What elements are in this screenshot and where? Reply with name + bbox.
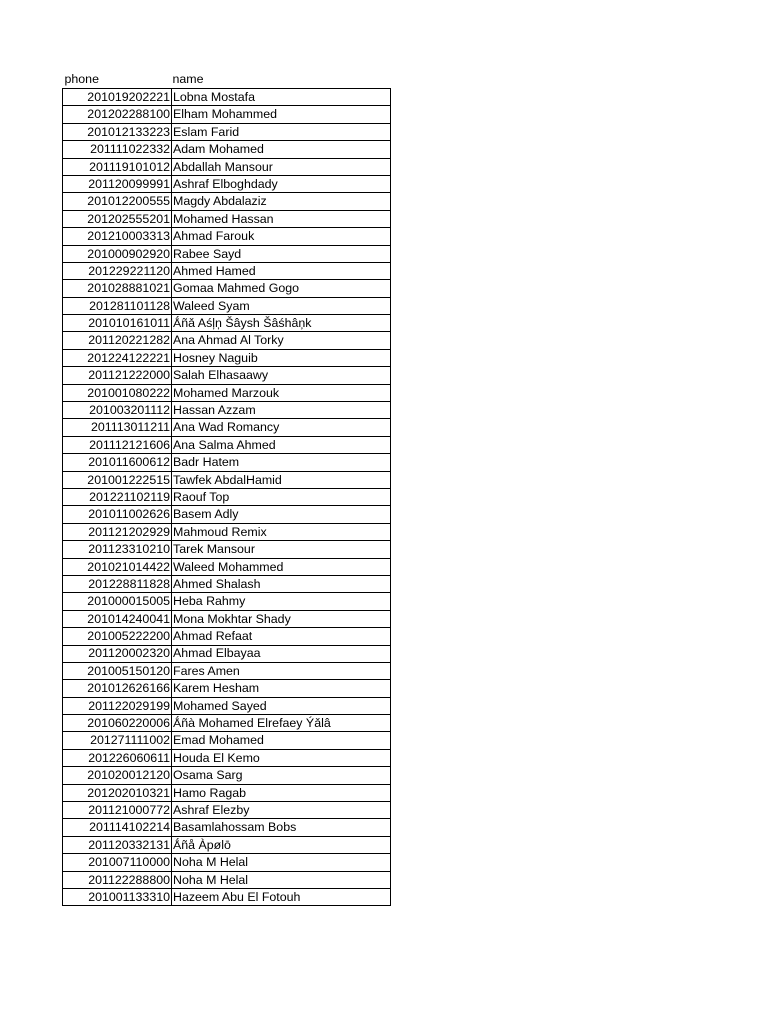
name-cell[interactable]: Ahmad Elbayaa — [172, 645, 391, 662]
table-row — [63, 680, 391, 697]
name-cell[interactable]: Ana Wad Romancy — [172, 419, 391, 436]
table-row — [63, 384, 391, 401]
name-cell[interactable]: Noha M Helal — [172, 871, 391, 888]
phone-cell[interactable]: 201120002320 — [63, 645, 172, 662]
phone-column-header: phone — [64, 71, 99, 86]
phone-cell[interactable]: 201221102119 — [63, 488, 172, 505]
name-cell[interactable]: Houda El Kemo — [172, 749, 391, 766]
name-cell[interactable]: Hamo Ragab — [172, 784, 391, 801]
table-row — [63, 123, 391, 140]
table-row — [63, 888, 391, 905]
name-cell[interactable]: Mohamed Hassan — [172, 210, 391, 227]
name-column-header: name — [172, 71, 204, 86]
phone-cell[interactable]: 201229221120 — [63, 262, 172, 279]
phone-cell[interactable]: 201020012120 — [63, 767, 172, 784]
phone-cell[interactable]: 201112121606 — [63, 436, 172, 453]
table-row — [63, 471, 391, 488]
phone-cell[interactable]: 201028881021 — [63, 280, 172, 297]
table-row — [63, 454, 391, 471]
phone-cell[interactable]: 201014240041 — [63, 610, 172, 627]
phone-cell[interactable]: 201012200555 — [63, 193, 172, 210]
table-row — [63, 315, 391, 332]
name-cell[interactable]: Badr Hatem — [172, 454, 391, 471]
name-cell[interactable]: Basamlahossam Bobs — [172, 819, 391, 836]
name-cell[interactable]: Tawfek AbdalHamid — [172, 471, 391, 488]
name-cell[interactable]: Tarek Mansour — [172, 541, 391, 558]
name-cell[interactable]: Raouf Top — [172, 488, 391, 505]
phone-cell[interactable]: 201012626166 — [63, 680, 172, 697]
table-row — [63, 262, 391, 279]
table-row — [63, 106, 391, 123]
table-row — [63, 784, 391, 801]
name-cell[interactable]: Fares Amen — [172, 662, 391, 679]
phone-cell[interactable]: 201010161011 — [63, 315, 172, 332]
name-cell[interactable]: Rabee Sayd — [172, 245, 391, 262]
table-row — [63, 488, 391, 505]
table-row — [63, 402, 391, 419]
table-row — [63, 523, 391, 540]
phone-cell[interactable]: 201120099991 — [63, 175, 172, 192]
header-row — [63, 70, 391, 89]
phone-cell[interactable]: 201281101128 — [63, 297, 172, 314]
table-row — [63, 349, 391, 366]
table-row — [63, 575, 391, 592]
table-row — [63, 715, 391, 732]
phone-cell[interactable]: 201122288800 — [63, 871, 172, 888]
name-cell[interactable]: Ashraf Elezby — [172, 802, 391, 819]
phone-cell[interactable]: 201001080222 — [63, 384, 172, 401]
table-row — [63, 749, 391, 766]
table-row — [63, 210, 391, 227]
table-row — [63, 367, 391, 384]
phone-cell[interactable]: 201120332131 — [63, 836, 172, 853]
phone-cell[interactable]: 201000902920 — [63, 245, 172, 262]
name-cell[interactable]: Mohamed Marzouk — [172, 384, 391, 401]
table-row — [63, 419, 391, 436]
name-cell[interactable]: Waleed Syam — [172, 297, 391, 314]
table-row — [63, 245, 391, 262]
phone-cell[interactable]: 201122029199 — [63, 697, 172, 714]
phone-cell[interactable]: 201003201112 — [63, 402, 172, 419]
phone-cell[interactable]: 201228811828 — [63, 575, 172, 592]
name-cell[interactable]: Hassan Azzam — [172, 402, 391, 419]
phone-cell[interactable]: 201121222000 — [63, 367, 172, 384]
table-row — [63, 802, 391, 819]
table-row — [63, 854, 391, 871]
table-body — [63, 89, 391, 906]
name-cell[interactable]: Noha M Helal — [172, 854, 391, 871]
table-row — [63, 697, 391, 714]
table-row — [63, 645, 391, 662]
name-cell[interactable]: Hazeem Abu El Fotouh — [172, 888, 391, 905]
name-cell[interactable]: Karem Hesham — [172, 680, 391, 697]
table-row — [63, 558, 391, 575]
name-cell[interactable]: Emad Mohamed — [172, 732, 391, 749]
table-row — [63, 662, 391, 679]
table-row — [63, 541, 391, 558]
contacts-table — [62, 70, 391, 906]
name-cell[interactable]: Gomaa Mahmed Gogo — [172, 280, 391, 297]
table-row — [63, 158, 391, 175]
phone-cell[interactable]: 201202288100 — [63, 106, 172, 123]
table-row — [63, 175, 391, 192]
table-row — [63, 332, 391, 349]
name-cell[interactable]: Magdy Abdalaziz — [172, 193, 391, 210]
phone-cell[interactable]: 201019202221 — [63, 89, 172, 106]
phone-cell[interactable]: 201011600612 — [63, 454, 172, 471]
table-row — [63, 732, 391, 749]
name-cell[interactable]: Mohamed Sayed — [172, 697, 391, 714]
name-cell[interactable]: Ahmed Shalash — [172, 575, 391, 592]
name-cell[interactable]: Lobna Mostafa — [172, 89, 391, 106]
name-cell[interactable]: Mona Mokhtar Shady — [172, 610, 391, 627]
phone-cell[interactable]: 201226060611 — [63, 749, 172, 766]
table-row — [63, 297, 391, 314]
phone-cell[interactable]: 201001222515 — [63, 471, 172, 488]
table-row — [63, 89, 391, 106]
table-row — [63, 141, 391, 158]
name-cell[interactable]: Abdallah Mansour — [172, 158, 391, 175]
phone-cell[interactable]: 201021014422 — [63, 558, 172, 575]
phone-cell[interactable]: 201202010321 — [63, 784, 172, 801]
phone-cell[interactable]: 201011002626 — [63, 506, 172, 523]
name-cell[interactable]: Salah Elhasaawy — [172, 367, 391, 384]
phone-cell[interactable]: 201120221282 — [63, 332, 172, 349]
phone-cell[interactable]: 201224122221 — [63, 349, 172, 366]
name-cell[interactable]: Waleed Mohammed — [172, 558, 391, 575]
phone-cell[interactable]: 201012133223 — [63, 123, 172, 140]
name-cell[interactable]: Ahmad Farouk — [172, 228, 391, 245]
phone-cell[interactable]: 201210003313 — [63, 228, 172, 245]
name-cell[interactable]: Adam Mohamed — [172, 141, 391, 158]
table-row — [63, 819, 391, 836]
name-cell[interactable]: Heba Rahmy — [172, 593, 391, 610]
table-row — [63, 610, 391, 627]
phone-cell[interactable]: 201121000772 — [63, 802, 172, 819]
phone-cell[interactable]: 201202555201 — [63, 210, 172, 227]
name-cell[interactable]: Ahmad Refaat — [172, 628, 391, 645]
table-row — [63, 228, 391, 245]
name-cell[interactable]: Elham Mohammed — [172, 106, 391, 123]
name-cell[interactable]: Basem Adly — [172, 506, 391, 523]
phone-cell[interactable]: 201007110000 — [63, 854, 172, 871]
name-cell[interactable]: Ana Salma Ahmed — [172, 436, 391, 453]
table-row — [63, 280, 391, 297]
name-cell[interactable]: Ahmed Hamed — [172, 262, 391, 279]
name-cell[interactable]: Ana Ahmad Al Torky — [172, 332, 391, 349]
table-row — [63, 506, 391, 523]
name-cell[interactable]: Ǻñå Àpølō — [172, 836, 391, 853]
name-cell[interactable]: Ashraf Elboghdady — [172, 175, 391, 192]
phone-cell[interactable]: 201005150120 — [63, 662, 172, 679]
phone-cell[interactable]: 201111022332 — [63, 141, 172, 158]
phone-cell[interactable]: 201123310210 — [63, 541, 172, 558]
phone-cell[interactable]: 201119101012 — [63, 158, 172, 175]
spreadsheet — [62, 70, 391, 906]
table-row — [63, 871, 391, 888]
table-row — [63, 836, 391, 853]
phone-cell[interactable]: 201060220006 — [63, 715, 172, 732]
name-cell[interactable]: Osama Sarg — [172, 767, 391, 784]
phone-cell[interactable]: 201114102214 — [63, 819, 172, 836]
name-cell[interactable]: Ǻñǎ Aśļņ Šâysh Šâśhâņk — [172, 315, 391, 332]
name-cell[interactable]: Mahmoud Remix — [172, 523, 391, 540]
table-row — [63, 436, 391, 453]
table-row — [63, 193, 391, 210]
name-cell[interactable]: Eslam Farid — [172, 123, 391, 140]
phone-cell[interactable]: 201000015005 — [63, 593, 172, 610]
phone-cell[interactable]: 201271111002 — [63, 732, 172, 749]
table-row — [63, 628, 391, 645]
phone-cell[interactable]: 201113011211 — [63, 419, 172, 436]
name-cell[interactable]: Ǻñà Mohamed Elrefaey Ýǎlâ — [172, 715, 391, 732]
name-cell[interactable]: Hosney Naguib — [172, 349, 391, 366]
phone-cell[interactable]: 201121202929 — [63, 523, 172, 540]
phone-cell[interactable]: 201005222200 — [63, 628, 172, 645]
table-row — [63, 767, 391, 784]
table-row — [63, 593, 391, 610]
phone-cell[interactable]: 201001133310 — [63, 888, 172, 905]
